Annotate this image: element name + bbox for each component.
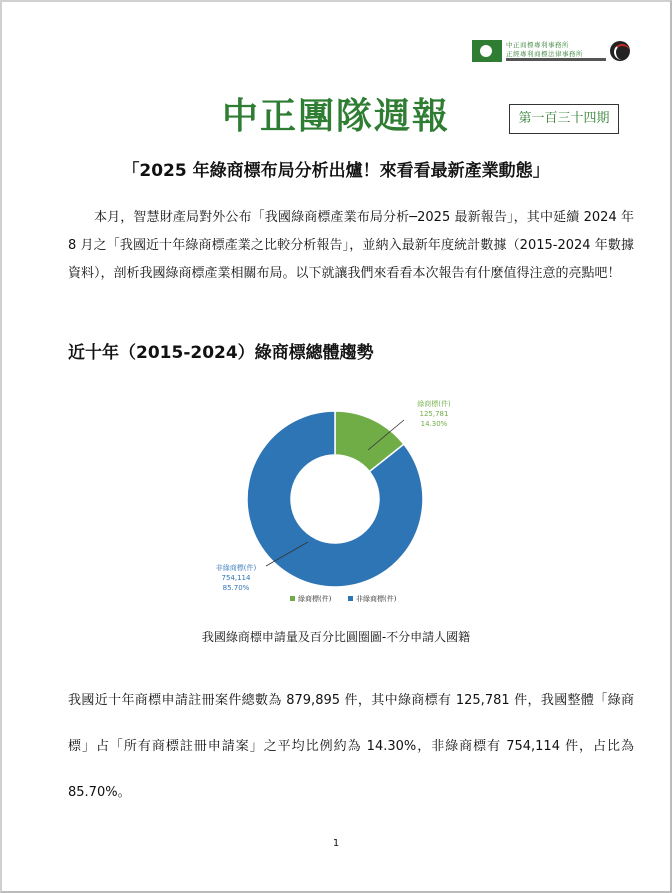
page-number: 1 bbox=[332, 838, 340, 849]
legend-label-green: 綠商標(件) bbox=[298, 595, 332, 603]
summary-paragraph: 我國近十年商標申請註冊案件總數為 879,895 件，其中綠商標有 125,781 件，我國整體「綠商標」占「所有商標註冊申請案」之平均比例約為 14.30%，非綠商標有 754,114 件，占比為 85.70%。 bbox=[68, 693, 634, 800]
donut-chart bbox=[190, 388, 480, 608]
logo-rule bbox=[506, 58, 606, 61]
section-title: 近十年（2015-2024）綠商標總體趨勢 bbox=[68, 343, 374, 363]
blue-label-value: 754,114 bbox=[221, 574, 251, 582]
logo-swoosh-icon bbox=[610, 41, 630, 61]
newsletter-title: 中正團隊週報 bbox=[221, 96, 450, 137]
blue-label-name: 非綠商標(件) bbox=[215, 564, 257, 572]
green-label-value: 125,781 bbox=[419, 410, 449, 418]
logo-line1: 中正商標專利事務所 bbox=[506, 41, 569, 49]
issue-number: 第一百三十四期 bbox=[509, 104, 619, 134]
intro-paragraph: 本月，智慧財產局對外公布「我國綠商標產業布局分析─2025 最新報告」，其中延續 2024 年 8 月之「我國近十年綠商標產業之比較分析報告」，並納入最新年度統計數據（2015-2024 年數據資料），剖析我國綠商標產業相關布局。以下就讓我們來看看本次報告有什麼值得注意的亮點吧！ bbox=[68, 210, 634, 281]
chart-caption: 我國綠商標申請量及百分比圓圈圖-不分申請人國籍 bbox=[201, 630, 471, 644]
firm-logo bbox=[472, 40, 632, 64]
green-label-name: 綠商標(件) bbox=[417, 400, 451, 408]
logo-line2: 正經專利商標法律事務所 bbox=[506, 50, 583, 58]
legend-swatch-blue bbox=[348, 596, 353, 601]
article-headline: 「2025 年綠商標布局分析出爐！來看看最新產業動態」 bbox=[122, 161, 550, 181]
green-label-percent: 14.30% bbox=[420, 420, 448, 428]
logo-mark-icon bbox=[472, 40, 502, 62]
blue-label-percent: 85.70% bbox=[222, 584, 250, 592]
legend-label-blue: 非綠商標(件) bbox=[356, 595, 397, 603]
legend-swatch-green bbox=[290, 596, 295, 601]
